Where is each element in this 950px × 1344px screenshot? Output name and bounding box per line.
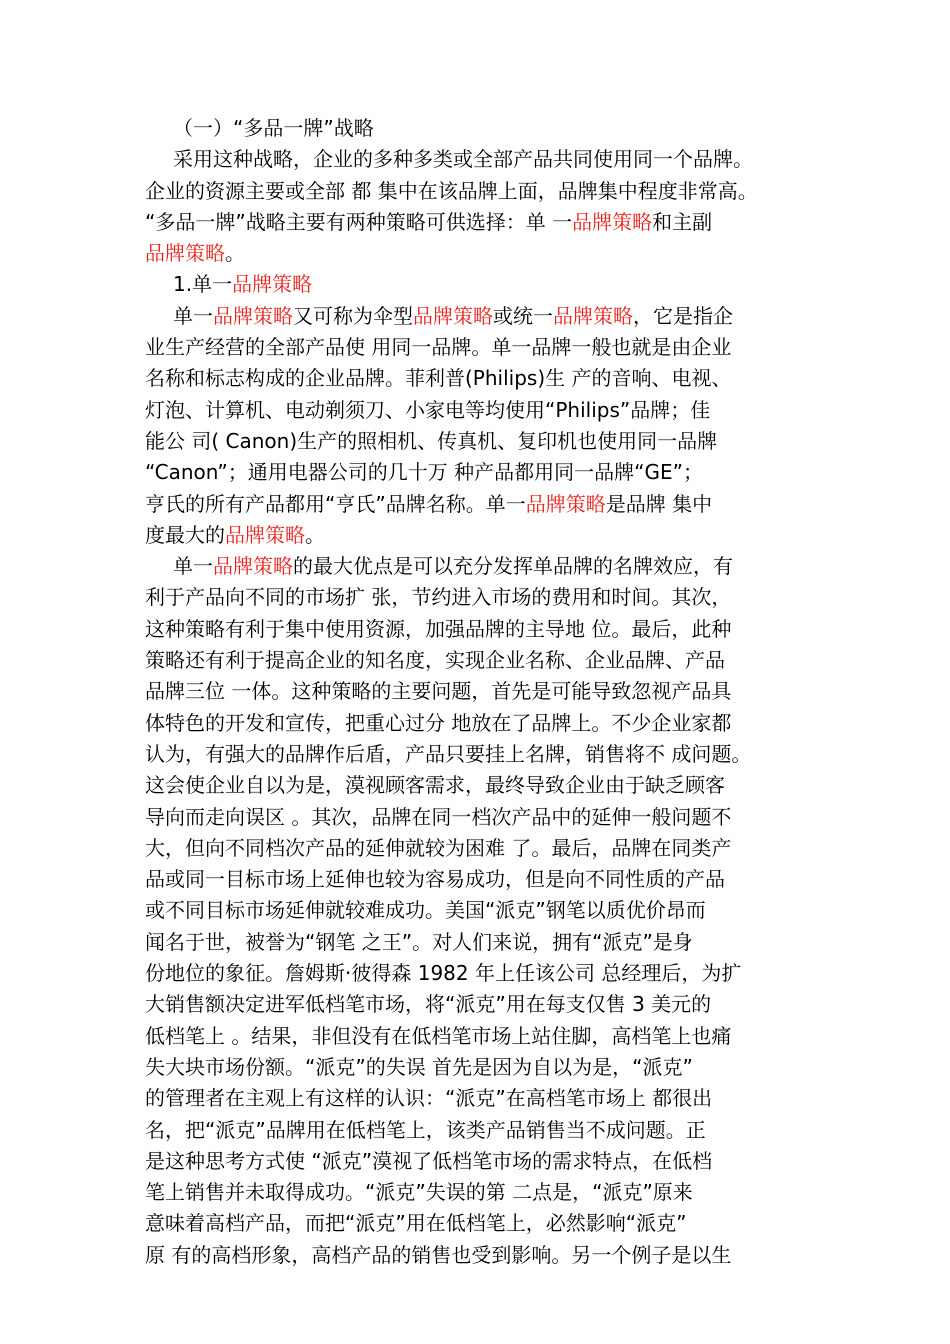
text-line (145, 457, 805, 488)
text-run: “Canon”；通用电器公司的几十万 种产品都用同一品牌“GE”； (145, 460, 703, 485)
text-line (145, 614, 805, 645)
highlighted-term: 品牌策略 (525, 491, 606, 516)
text-line (145, 395, 805, 426)
text-run: 是这种思考方式使 “派克”漠视了低档笔市场的需求特点，在低档 (145, 1148, 713, 1173)
text-run: 品或同一目标市场上延伸也较为容易成功，但是向不同性质的产品 (145, 867, 725, 892)
text-run: 或统一 (493, 303, 553, 328)
text-run: 亨氏的所有产品都用“亨氏”品牌名称。单一 (145, 491, 526, 516)
text-run: 的最大优点是可以充分发挥单品牌的名牌效应，有 (293, 554, 733, 579)
text-run: 单一 (173, 554, 213, 579)
text-line (145, 1240, 805, 1271)
text-line (145, 1021, 805, 1052)
text-line (145, 238, 805, 269)
text-line (145, 363, 805, 394)
text-run: 认为，有强大的品牌作后盾，产品只要挂上名牌，销售将不 成问题。 (145, 741, 752, 766)
text-run: 导向而走向误区 。其次，品牌在同一档次产品中的延伸一般问题不 (145, 804, 732, 829)
document-body (145, 113, 805, 1271)
text-line (145, 426, 805, 457)
text-line (145, 269, 805, 300)
text-line (145, 895, 805, 926)
text-run: 体特色的开发和宣传，把重心过分 地放在了品牌上。不少企业家都 (145, 710, 732, 735)
text-line (145, 927, 805, 958)
text-line (145, 864, 805, 895)
text-run: 低档笔上 。结果，非但没有在低档笔市场上站住脚，高档笔上也痛 (145, 1023, 732, 1048)
text-run: 能公 司( Canon)生产的照相机、传真机、复印机也使用同一品牌 (145, 428, 718, 453)
text-line (145, 989, 805, 1020)
text-line (145, 1177, 805, 1208)
text-line (145, 207, 805, 238)
highlighted-term: 品牌策略 (413, 303, 493, 328)
text-run: 。 (305, 522, 325, 547)
highlighted-term: 品牌策略 (213, 303, 293, 328)
text-run: 。 (225, 241, 245, 266)
text-run: “多品一牌”战略主要有两种策略可供选择：单 一 (145, 209, 573, 234)
text-run: 的管理者在主观上有这样的认识：“派克”在高档笔市场上 都很出 (145, 1086, 713, 1111)
text-run: 度最大的 (145, 522, 225, 547)
highlighted-term: 品牌策略 (553, 303, 633, 328)
text-line (145, 489, 805, 520)
text-line (145, 301, 805, 332)
text-run: 笔上销售并未取得成功。“派克”失误的第 二点是，“派克”原来 (145, 1180, 693, 1205)
text-run: 意味着高档产品，而把“派克”用在低档笔上，必然影响“派克” (145, 1211, 687, 1236)
text-run: 份地位的象征。詹姆斯·彼得森 1982 年上任该公司 总经理后，为扩 (145, 961, 742, 986)
text-run: 利于产品向不同的市场扩 张，节约进入市场的费用和时间。其次， (145, 585, 732, 610)
text-run: 单一 (173, 303, 213, 328)
text-run: 名称和标志构成的企业品牌。菲利普(Philips)生 产的音响、电视、 (145, 366, 732, 391)
text-run: 失大块市场份额。“派克”的失误 首先是因为自以为是，“派克” (145, 1054, 693, 1079)
text-line (145, 770, 805, 801)
text-run: 这会使企业自以为是，漠视顾客需求，最终导致企业由于缺乏顾客 (145, 773, 725, 798)
text-line (145, 802, 805, 833)
text-line (145, 1146, 805, 1177)
text-run: 业生产经营的全部产品使 用同一品牌。单一品牌一般也就是由企业 (145, 335, 732, 360)
text-run: 1.单一 (173, 272, 233, 297)
text-line (145, 144, 805, 175)
text-run: 名，把“派克”品牌用在低档笔上，该类产品销售当不成问题。正 (145, 1117, 706, 1142)
highlighted-term: 品牌策略 (572, 209, 653, 234)
text-line (145, 645, 805, 676)
text-line (145, 551, 805, 582)
text-line (145, 676, 805, 707)
text-line (145, 1208, 805, 1239)
text-run: 这种策略有利于集中使用资源，加强品牌的主导地 位。最后，此种 (145, 616, 732, 641)
text-run: 策略还有利于提高企业的知名度，实现企业名称、企业品牌、产品 (145, 648, 725, 673)
text-run: 是品牌 集中 (605, 491, 713, 516)
highlighted-term: 品牌策略 (213, 554, 293, 579)
text-line (145, 1052, 805, 1083)
text-line (145, 113, 805, 144)
text-line (145, 739, 805, 770)
text-line (145, 1115, 805, 1146)
text-run: ，它是指企 (633, 303, 733, 328)
text-run: 采用这种战略，企业的多种多类或全部产品共同使用同一个品牌。 (173, 147, 753, 172)
text-line (145, 520, 805, 551)
highlighted-term: 品牌策略 (145, 241, 225, 266)
text-run: 品牌三位 一体。这种策略的主要问题，首先是可能导致忽视产品具 (145, 679, 732, 704)
text-line (145, 708, 805, 739)
text-run: 原 有的高档形象，高档产品的销售也受到影响。另一个例子是以生 (145, 1242, 732, 1267)
text-line (145, 582, 805, 613)
text-line (145, 332, 805, 363)
text-run: 或不同目标市场延伸就较难成功。美国“派克”钢笔以质优价昂而 (145, 898, 706, 923)
text-run: 大销售额决定进军低档笔市场，将“派克”用在每支仅售 3 美元的 (145, 992, 712, 1017)
text-run: 闻名于世，被誉为“钢笔 之王”。对人们来说，拥有“派克”是身 (145, 929, 693, 954)
text-line (145, 1083, 805, 1114)
text-run: （一）“多品一牌”战略 (173, 116, 374, 140)
text-line (145, 833, 805, 864)
text-run: 大，但向不同档次产品的延伸就较为困难 了。最后，品牌在同类产 (145, 835, 732, 860)
text-run: 灯泡、计算机、电动剃须刀、小家电等均使用“Philips”品牌；佳 (145, 397, 711, 422)
text-run: 企业的资源主要或全部 都 集中在该品牌上面，品牌集中程度非常高。 (145, 178, 758, 203)
text-run: 和主副 (652, 209, 713, 234)
text-run: 又可称为伞型 (293, 303, 413, 328)
highlighted-term: 品牌策略 (232, 272, 313, 297)
highlighted-term: 品牌策略 (225, 522, 305, 547)
text-line (145, 176, 805, 207)
text-line (145, 958, 805, 989)
